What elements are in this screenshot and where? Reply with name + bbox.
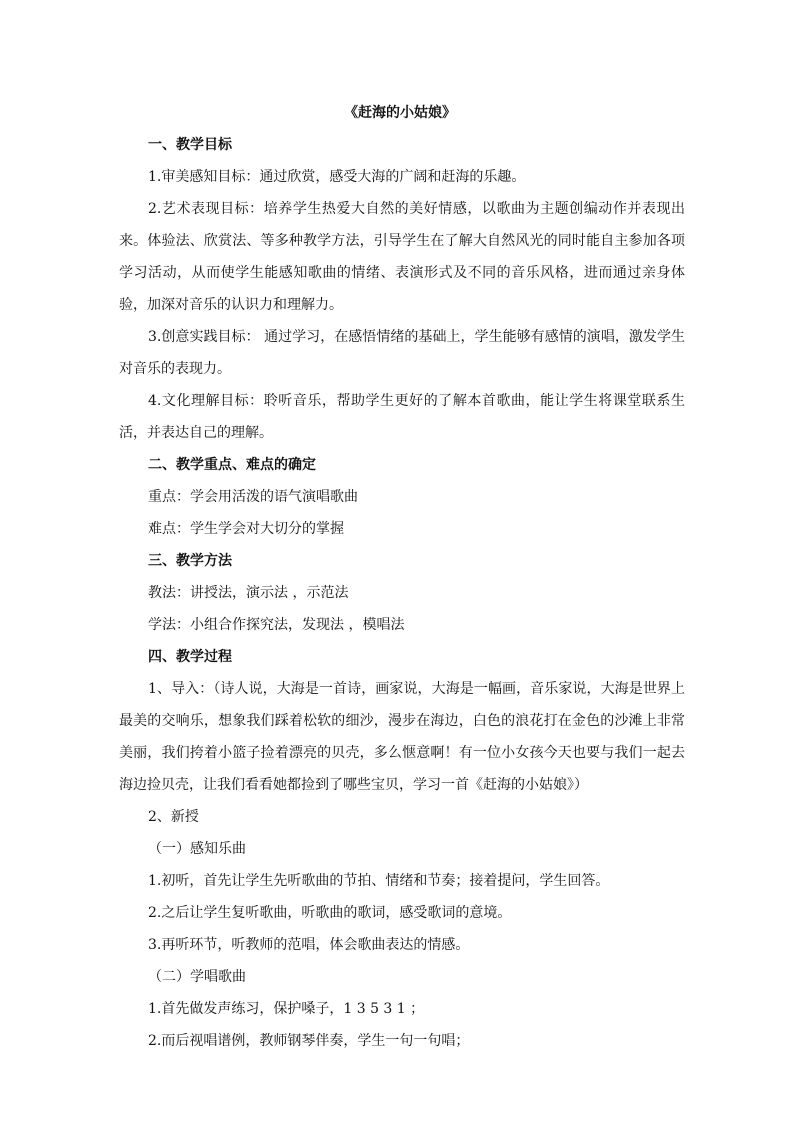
section-heading-process: 四、教学过程 xyxy=(148,649,232,665)
key-point: 重点：学会用活泼的语气演唱歌曲 xyxy=(148,489,358,505)
objective-art-expression: 2.艺术表现目标：培养学生热爱大自然的美好情感，以歌曲为主题创编动作并表现出来。体验法、欣赏法、等多种教学方法，引导学生在了解大自然风光的同时能自主参加各项学习活动，从而使学生能感知歌曲的情绪、表演形式及不同的音乐风格，进而通过亲身体验，加深对音乐的认识力和理解力。 xyxy=(119,201,685,313)
objective-cultural-understanding: 4.文化理解目标：聆听音乐，帮助学生更好的了解本首歌曲，能让学生将课堂联系生活，并表达自己的理解。 xyxy=(119,393,685,441)
objective-creative-practice: 3.创意实践目标： 通过学习，在感悟情绪的基础上，学生能够有感情的演唱，激发学生对音乐的表现力。 xyxy=(119,329,685,377)
section-heading-objectives: 一、教学目标 xyxy=(148,137,232,153)
section-heading-methods: 三、教学方法 xyxy=(148,553,232,569)
subsection-learn-singing: （二）学唱歌曲 xyxy=(148,969,246,985)
perceive-step-3: 3.再听环节，听教师的范唱，体会歌曲表达的情感。 xyxy=(148,937,470,953)
document-title: 《赶海的小姑娘》 xyxy=(344,105,456,121)
section-heading-key-points: 二、教学重点、难点的确定 xyxy=(148,457,316,473)
perceive-step-1: 1.初听，首先让学生先听歌曲的节拍、情绪和节奏；接着提问，学生回答。 xyxy=(148,873,610,889)
difficult-point: 难点：学生学会对大切分的掌握 xyxy=(148,521,344,537)
singing-step-2: 2.而后视唱谱例，教师钢琴伴奏，学生一句一句唱； xyxy=(148,1033,470,1049)
process-new-lesson: 2、新授 xyxy=(148,809,199,825)
singing-step-1: 1.首先做发声练习，保护嗓子，1 3 5 3 1 ； xyxy=(148,1001,425,1017)
process-introduction: 1、导入：（诗人说，大海是一首诗，画家说，大海是一幅画，音乐家说，大海是世界上最美的交响乐，想象我们踩着松软的细沙，漫步在海边，白色的浪花打在金色的沙滩上非常美丽，我们挎着小篮子捡着漂亮的贝壳，多么惬意啊！有一位小女孩今天也要与我们一起去海边捡贝壳，让我们看看她都捡到了哪些宝贝，学习一首《赶海的小姑娘》） xyxy=(119,681,685,793)
subsection-perceive-music: （一）感知乐曲 xyxy=(148,841,246,857)
learning-methods: 学法：小组合作探究法，发现法 ，模唱法 xyxy=(148,617,405,633)
perceive-step-2: 2.之后让学生复听歌曲，听歌曲的歌词，感受歌词的意境。 xyxy=(148,905,512,921)
objective-aesthetic: 1.审美感知目标：通过欣赏，感受大海的广阔和赶海的乐趣。 xyxy=(148,169,526,185)
teaching-methods: 教法：讲授法，演示法 ，示范法 xyxy=(148,585,349,601)
